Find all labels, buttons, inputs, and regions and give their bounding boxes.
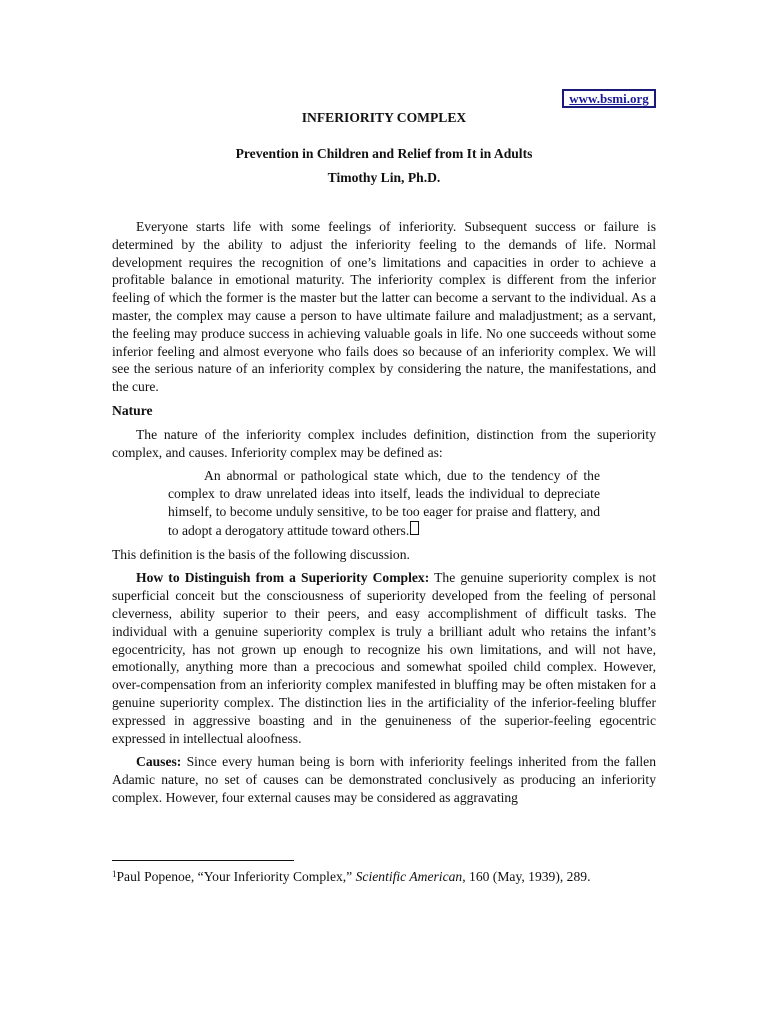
footnote-divider bbox=[112, 860, 294, 861]
intro-paragraph: Everyone starts life with some feelings of inferiority. Subsequent success or failure is determined by the ability to adjust the inferiority feeling to the demands of life. Normal development requires the recognition of one’s limitations and capacities in order to achieve a profitable balance in emotional maturity. The inferiority complex is different from the inferior feeling of which the former is the master but the latter can become a servant to the individual. As a master, the complex may cause a person to have ultimate failure and maladjustment; as a servant, the feeling may produce success in achieving valuable goals in life. No one succeeds without some inferior feeling and almost everyone who fails does so because of an inferiority complex. We will see the serious nature of an inferiority complex by considering the nature, the manifestations, and the cure. bbox=[112, 219, 656, 395]
document-title: INFERIORITY COMPLEX bbox=[301, 110, 467, 125]
footnote bbox=[112, 869, 672, 885]
footnote-citation: Paul Popenoe, “Your Inferiority Complex,” bbox=[116, 869, 356, 884]
nature-paragraph: The nature of the inferiority complex includes definition, distinction from the superiority complex, and causes. Inferiority complex may be defined as: bbox=[112, 426, 656, 460]
causes-label: Causes: bbox=[136, 754, 182, 770]
document-subtitle: Prevention in Children and Relief from It in Adults bbox=[235, 146, 533, 161]
distinguish-label: How to Distinguish from a Superiority Complex: bbox=[136, 570, 430, 586]
distinguish-text: The genuine superiority complex is not superficial conceit but the consciousness of superiority developed from the feeling of personal cleverness, ability superior to their peers, and easy accomplishment of difficult tasks. The individual with a genuine superiority complex is truly a brilliant adult who retains the infant’s egocentricity, has not grown up enough to recognize his own limitations, and will not have, emotionally, anything more than a precocious and somewhat spoiled child complex. However, over-compensation from an inferiority complex manifested in bluffing may be often mistaken for a genuine superiority complex. The distinction lies in the artificiality of the inferior-feeling bluffer expressed in aggressive boasting and in the genuineness of the superior-feeling egocentric expressed in intellectual aloofness. bbox=[112, 570, 656, 746]
distinguish-paragraph bbox=[112, 569, 656, 747]
website-link[interactable]: www.bsmi.org bbox=[562, 89, 656, 108]
quote-text: An abnormal or pathological state which, due to the tendency of the complex to draw unrelated ideas into itself, leads the individual to depreciate himself, to become unduly sensitive, to be too eager for praise and flattery, and to adopt a derogatory attitude toward others. bbox=[168, 468, 600, 538]
document-body bbox=[112, 218, 656, 807]
causes-paragraph bbox=[112, 753, 656, 806]
footnote-reference-box bbox=[410, 521, 419, 535]
section-heading-nature: Nature bbox=[112, 402, 153, 418]
footnote-journal: Scientific American bbox=[355, 869, 463, 884]
definition-quote bbox=[168, 467, 600, 539]
after-quote-paragraph: This definition is the basis of the following discussion. bbox=[112, 546, 410, 562]
causes-text: Since every human being is born with inferiority feelings inherited from the fallen Adamic nature, no set of causes can be demonstrated conclusively as producing an inferiority complex. However, four external causes may be considered as aggravating bbox=[112, 754, 656, 805]
document-author: Timothy Lin, Ph.D. bbox=[327, 170, 441, 185]
footnote-details: , 160 (May, 1939), 289. bbox=[462, 869, 591, 884]
footnote-marker: 1 bbox=[112, 869, 117, 879]
